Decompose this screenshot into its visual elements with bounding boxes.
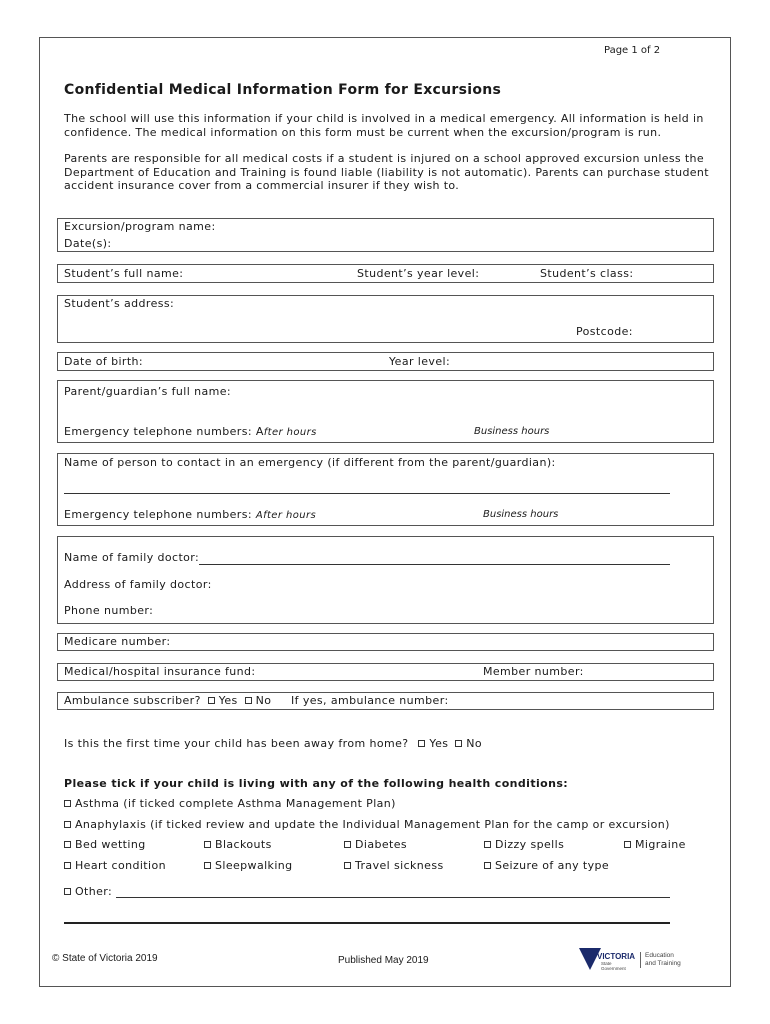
first-time-no-checkbox[interactable] xyxy=(455,740,462,747)
dob-box[interactable] xyxy=(57,352,714,371)
other-line-2 xyxy=(64,922,670,924)
copyright: © State of Victoria 2019 xyxy=(52,953,158,964)
student-name-label: Student’s full name: xyxy=(64,267,184,280)
intro-paragraph-2: Parents are responsible for all medical costs if a student is injured on a school approved excursion unless the Department of Education and Training is found liable (liability is not automatic). Parents can purchase student accident insurance cover from a commercial insurer if they wish to. xyxy=(64,152,709,192)
year-level-label: Year level: xyxy=(389,355,451,368)
medicare-label: Medicare number: xyxy=(64,635,171,648)
condition-other[interactable] xyxy=(64,885,112,898)
victoria-logo xyxy=(579,948,636,974)
logo-sub-2: Government xyxy=(601,966,626,971)
bed-wetting-checkbox[interactable] xyxy=(64,841,71,848)
doctor-name-line xyxy=(199,564,670,565)
condition-dizzy[interactable] xyxy=(484,838,564,851)
condition-anaphylaxis[interactable] xyxy=(64,818,670,831)
first-time-yes-label: Yes xyxy=(429,737,449,750)
ambulance-row xyxy=(64,694,271,707)
first-time-yes-checkbox[interactable] xyxy=(418,740,425,747)
seizure-checkbox[interactable] xyxy=(484,862,491,869)
heart-label: Heart condition xyxy=(75,859,166,872)
condition-seizure[interactable] xyxy=(484,859,609,872)
excursion-name-label: Excursion/program name: xyxy=(64,220,216,233)
condition-asthma[interactable] xyxy=(64,797,396,810)
blackouts-checkbox[interactable] xyxy=(204,841,211,848)
anaphylaxis-checkbox[interactable] xyxy=(64,821,71,828)
student-year-label: Student’s year level: xyxy=(357,267,480,280)
victoria-logo-sub xyxy=(601,961,626,971)
dates-label: Date(s): xyxy=(64,237,112,250)
other-label: Other: xyxy=(75,885,113,898)
condition-blackouts[interactable] xyxy=(204,838,272,851)
education-training-logo xyxy=(640,952,681,968)
seizure-label: Seizure of any type xyxy=(495,859,610,872)
page-number: Page 1 of 2 xyxy=(604,45,661,56)
first-time-question: Is this the first time your child has been away from home? xyxy=(64,737,409,750)
sleepwalking-checkbox[interactable] xyxy=(204,862,211,869)
sleepwalking-label: Sleepwalking xyxy=(215,859,293,872)
phone-number-label: Phone number: xyxy=(64,604,154,617)
diabetes-checkbox[interactable] xyxy=(344,841,351,848)
condition-diabetes[interactable] xyxy=(344,838,407,851)
logo-sub-1: State xyxy=(601,961,612,966)
dizzy-checkbox[interactable] xyxy=(484,841,491,848)
first-time-no-label: No xyxy=(466,737,483,750)
postcode-label: Postcode: xyxy=(576,325,633,338)
other-line-1 xyxy=(116,897,670,898)
ambulance-yes-checkbox[interactable] xyxy=(208,697,215,704)
victoria-logo-text: VICTORIA xyxy=(597,952,636,961)
ambulance-no-label: No xyxy=(255,694,272,707)
condition-bed-wetting[interactable] xyxy=(64,838,146,851)
after-hours-1: fter hours xyxy=(263,427,317,438)
asthma-label: Asthma (if ticked complete Asthma Management Plan) xyxy=(75,797,396,810)
asthma-checkbox[interactable] xyxy=(64,800,71,807)
member-number-label: Member number: xyxy=(483,665,584,678)
first-time-row xyxy=(64,737,482,750)
other-checkbox[interactable] xyxy=(64,888,71,895)
page-title: Confidential Medical Information Form for Excursions xyxy=(64,82,502,98)
emergency-contact-line xyxy=(64,493,670,494)
business-hours-1: Business hours xyxy=(474,426,550,437)
condition-travel[interactable] xyxy=(344,859,444,872)
bed-wetting-label: Bed wetting xyxy=(75,838,146,851)
emergency-contact-label: Name of person to contact in an emergency (if different from the parent/guardian): xyxy=(64,456,556,469)
business-hours-2: Business hours xyxy=(483,509,559,520)
condition-heart[interactable] xyxy=(64,859,166,872)
conditions-heading: Please tick if your child is living with any of the following health conditions: xyxy=(64,777,569,790)
diabetes-label: Diabetes xyxy=(355,838,408,851)
emergency-phones-1 xyxy=(64,425,317,438)
dizzy-label: Dizzy spells xyxy=(495,838,565,851)
emergency-phones-label-2: Emergency telephone numbers: xyxy=(64,508,256,521)
insurance-fund-label: Medical/hospital insurance fund: xyxy=(64,665,256,678)
ambulance-number-label: If yes, ambulance number: xyxy=(291,694,449,707)
after-hours-2: After hours xyxy=(255,510,317,521)
condition-sleepwalking[interactable] xyxy=(204,859,293,872)
intro-paragraph-1: The school will use this information if your child is involved in a medical emergency. All information is held in confidence. The medical information on this form must be current when the excursion/program is run. xyxy=(64,112,704,139)
migraine-checkbox[interactable] xyxy=(624,841,631,848)
migraine-label: Migraine xyxy=(635,838,686,851)
published-date: Published May 2019 xyxy=(338,955,429,966)
parent-name-label: Parent/guardian’s full name: xyxy=(64,385,231,398)
doctor-name-label: Name of family doctor: xyxy=(64,551,200,564)
travel-label: Travel sickness xyxy=(355,859,444,872)
edu-line-2: and Training xyxy=(645,960,681,967)
anaphylaxis-label: Anaphylaxis (if ticked review and update the Individual Management Plan for the camp or excursion) xyxy=(75,818,670,831)
blackouts-label: Blackouts xyxy=(215,838,272,851)
heart-checkbox[interactable] xyxy=(64,862,71,869)
emergency-phones-2 xyxy=(64,508,316,521)
doctor-address-label: Address of family doctor: xyxy=(64,578,212,591)
student-class-label: Student’s class: xyxy=(540,267,634,280)
emergency-phones-label-1: Emergency telephone numbers: A xyxy=(64,425,264,438)
ambulance-no-checkbox[interactable] xyxy=(245,697,252,704)
travel-checkbox[interactable] xyxy=(344,862,351,869)
address-label: Student’s address: xyxy=(64,297,175,310)
dob-label: Date of birth: xyxy=(64,355,144,368)
ambulance-yes-label: Yes xyxy=(218,694,238,707)
ambulance-question: Ambulance subscriber? xyxy=(64,694,201,707)
edu-line-1: Education xyxy=(645,952,674,959)
condition-migraine[interactable] xyxy=(624,838,686,851)
